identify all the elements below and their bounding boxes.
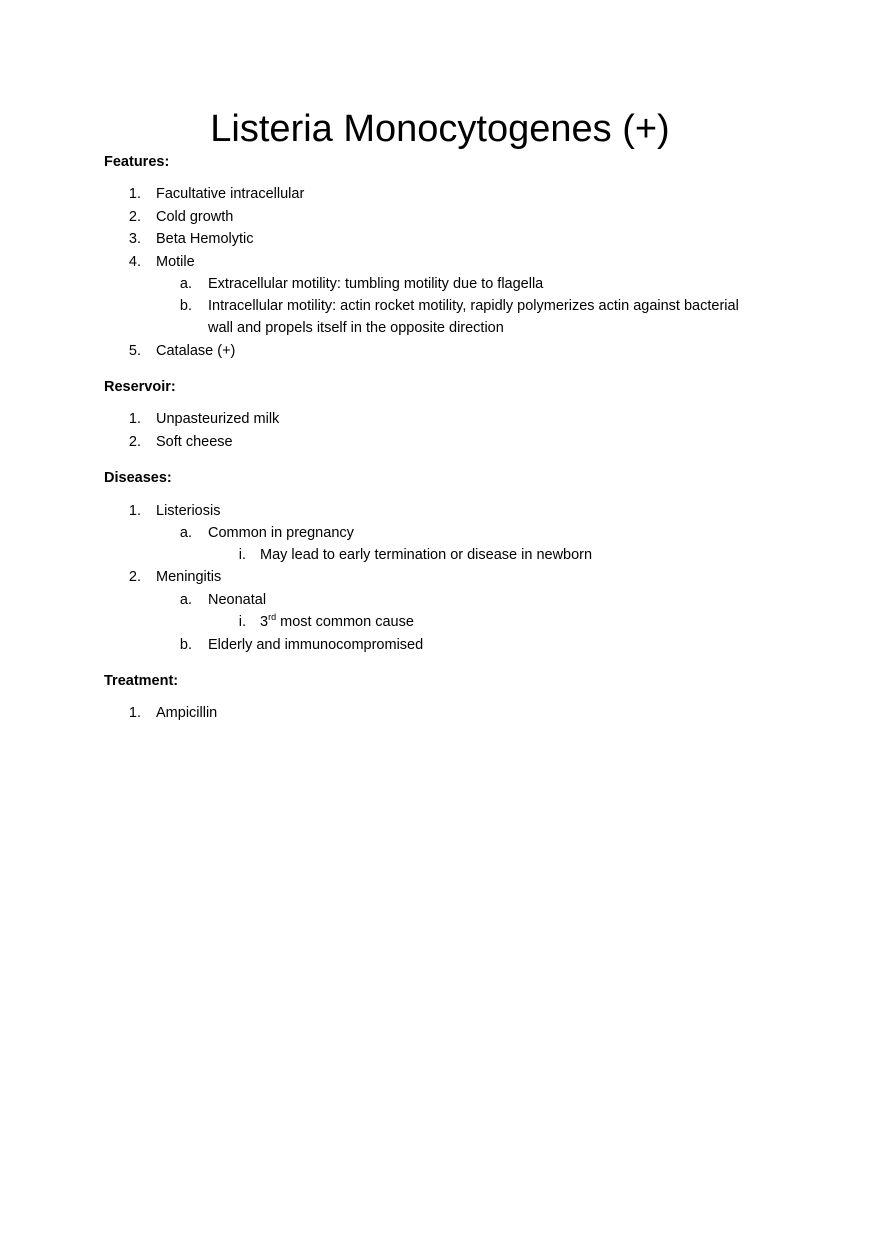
list-marker: 3.	[128, 231, 141, 247]
sublist-item-continuation: wall and propels itself in the opposite direction	[208, 320, 504, 336]
sublist-marker: b.	[179, 637, 192, 653]
treatment-heading: Treatment:	[104, 673, 179, 689]
sublist-item: Intracellular motility: actin rocket motility, rapidly polymerizes actin against bacterial	[208, 298, 739, 314]
list-item: Facultative intracellular	[156, 186, 305, 202]
ordinal-number: 3	[260, 614, 269, 630]
list-marker: 2.	[128, 209, 141, 225]
list-item: Beta Hemolytic	[156, 231, 254, 247]
sublist-marker: a.	[179, 525, 192, 541]
list-marker: 1.	[128, 411, 141, 427]
list-item: Soft cheese	[156, 434, 233, 450]
sublist-item: Elderly and immunocompromised	[208, 637, 424, 653]
list-item: Listeriosis	[156, 503, 221, 519]
list-item: Motile	[156, 254, 195, 270]
sublist-item: Common in pregnancy	[208, 525, 354, 541]
list-marker: 1.	[128, 503, 141, 519]
sublist-marker: a.	[179, 276, 192, 292]
diseases-heading: Diseases:	[104, 470, 172, 486]
list-item: Cold growth	[156, 209, 234, 225]
reservoir-heading: Reservoir:	[104, 379, 176, 395]
list-marker: 5.	[128, 343, 141, 359]
list-marker: 2.	[128, 569, 141, 585]
page-title: Listeria Monocytogenes (+)	[210, 108, 670, 150]
sublist-marker: b.	[179, 298, 192, 314]
subsublist-item-text: most common cause	[276, 614, 414, 630]
subsublist-marker: i.	[238, 614, 246, 630]
features-heading: Features:	[104, 154, 170, 170]
subsublist-item: May lead to early termination or disease in newborn	[260, 547, 593, 563]
list-marker: 1.	[128, 186, 141, 202]
list-marker: 4.	[128, 254, 141, 270]
ordinal-suffix: rd	[268, 612, 277, 623]
sublist-marker: a.	[179, 592, 192, 608]
subsublist-marker: i.	[238, 547, 246, 563]
sublist-item: Extracellular motility: tumbling motility due to flagella	[208, 276, 544, 292]
list-item: Ampicillin	[156, 705, 218, 721]
list-marker: 2.	[128, 434, 141, 450]
sublist-item: Neonatal	[208, 592, 267, 608]
list-item: Catalase (+)	[156, 343, 236, 359]
subsublist-item	[260, 612, 414, 632]
list-item: Meningitis	[156, 569, 222, 585]
list-marker: 1.	[128, 705, 141, 721]
list-item: Unpasteurized milk	[156, 411, 280, 427]
